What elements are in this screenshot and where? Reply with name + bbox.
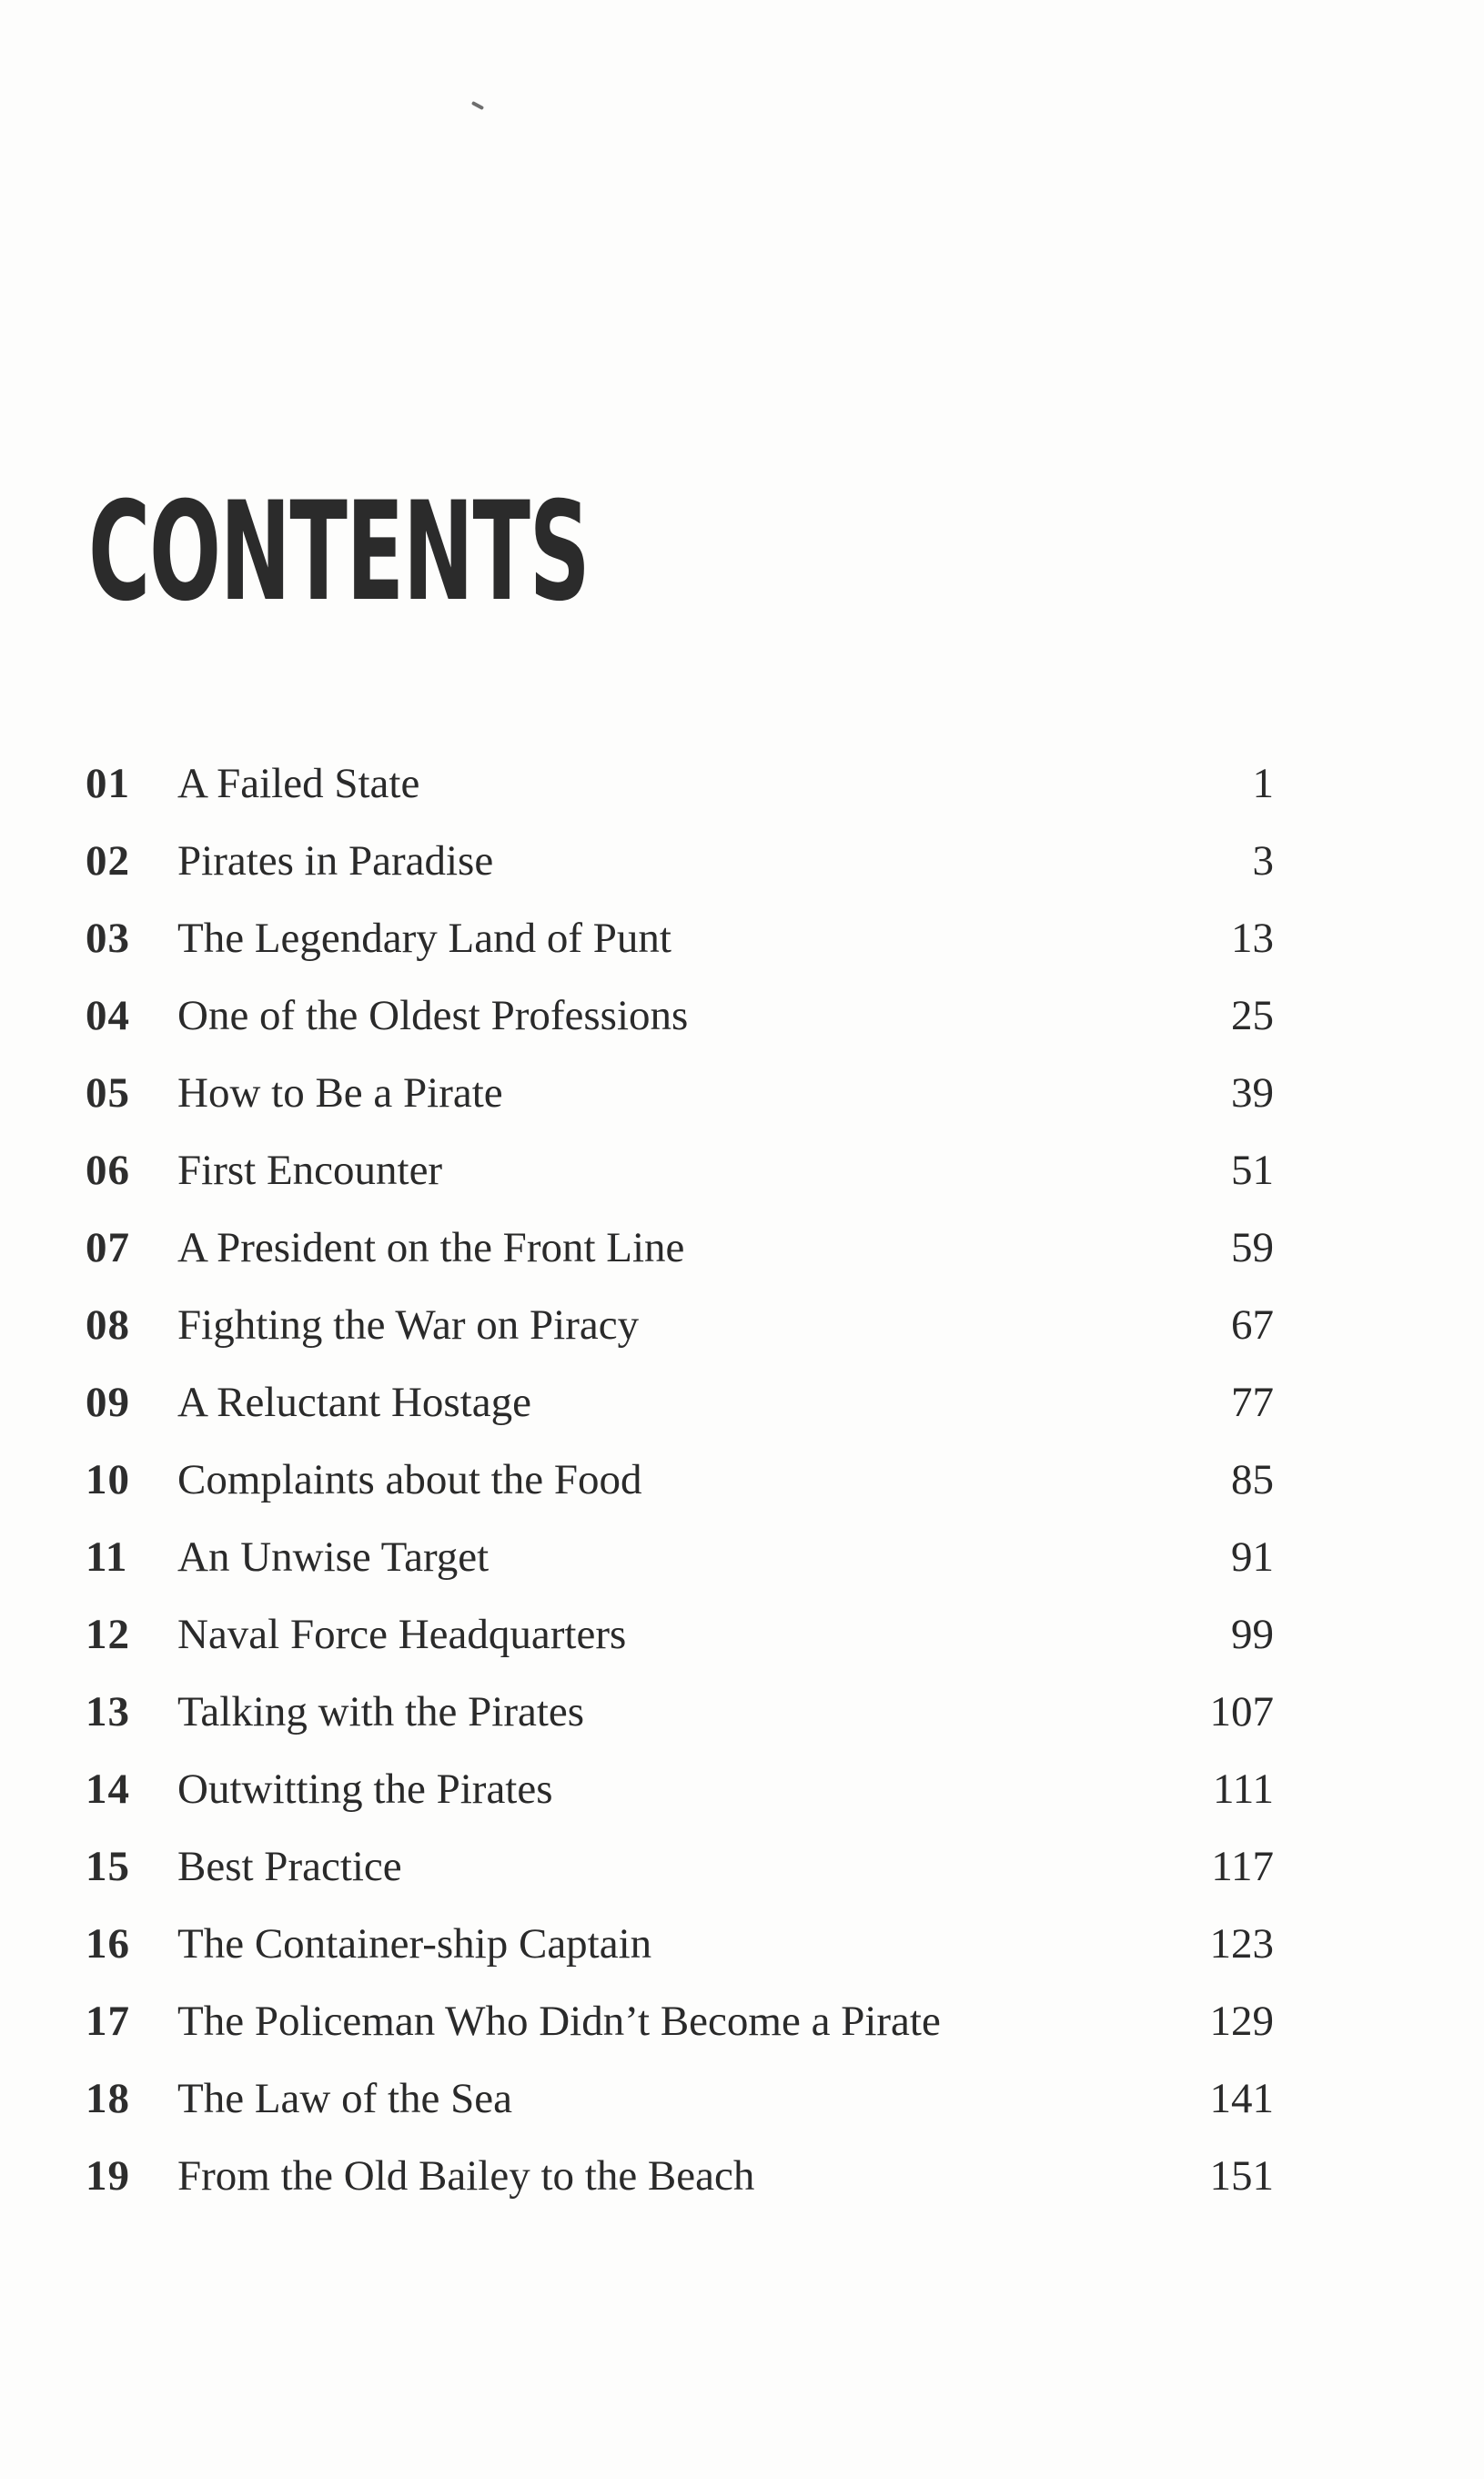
chapter-number: 08 <box>86 1301 130 1349</box>
chapter-title: Best Practice <box>177 1843 402 1890</box>
chapter-number: 06 <box>86 1147 130 1194</box>
chapter-title: The Law of the Sea <box>177 2075 513 2122</box>
toc-entry <box>0 1209 1484 1287</box>
toc-entry <box>0 1596 1484 1674</box>
chapter-title: The Legendary Land of Punt <box>177 915 671 962</box>
chapter-title: A Reluctant Hostage <box>177 1379 531 1426</box>
chapter-title: Complaints about the Food <box>177 1456 642 1503</box>
chapter-number: 17 <box>86 1998 130 2045</box>
chapter-number: 15 <box>86 1843 130 1890</box>
page-number: 77 <box>1231 1379 1274 1426</box>
chapter-number: 01 <box>86 760 130 807</box>
toc-entry <box>0 1055 1484 1132</box>
chapter-number: 10 <box>86 1456 130 1503</box>
toc-entry <box>0 1132 1484 1209</box>
page-number: 117 <box>1211 1843 1274 1890</box>
chapter-number: 14 <box>86 1766 130 1813</box>
page-number: 25 <box>1231 992 1274 1039</box>
chapter-title: How to Be a Pirate <box>177 1069 503 1117</box>
toc-entry <box>0 745 1484 823</box>
chapter-title: A Failed State <box>177 760 420 807</box>
page-number: 99 <box>1231 1611 1274 1658</box>
chapter-title: A President on the Front Line <box>177 1224 685 1271</box>
page-number: 151 <box>1209 2152 1274 2200</box>
chapter-title: Pirates in Paradise <box>177 837 494 885</box>
page-number: 85 <box>1231 1456 1274 1503</box>
page-number: 107 <box>1209 1688 1274 1735</box>
page-number: 91 <box>1231 1533 1274 1581</box>
chapter-number: 18 <box>86 2075 130 2122</box>
chapter-number: 09 <box>86 1379 130 1426</box>
page-number: 13 <box>1231 915 1274 962</box>
toc-entry <box>0 900 1484 977</box>
chapter-title: First Encounter <box>177 1147 443 1194</box>
toc-entry <box>0 1751 1484 1828</box>
chapter-title: Fighting the War on Piracy <box>177 1301 640 1349</box>
contents-heading: CONTENTS <box>88 473 590 632</box>
chapter-number: 02 <box>86 837 130 885</box>
toc-entry <box>0 1442 1484 1519</box>
page-number: 123 <box>1209 1920 1274 1968</box>
page-number: 39 <box>1231 1069 1274 1117</box>
chapter-number: 12 <box>86 1611 130 1658</box>
chapter-number: 07 <box>86 1224 130 1271</box>
toc-entry <box>0 823 1484 900</box>
page-number: 129 <box>1209 1998 1274 2045</box>
page-number: 51 <box>1231 1147 1274 1194</box>
chapter-number: 03 <box>86 915 130 962</box>
toc-entry <box>0 2060 1484 2138</box>
chapter-title: From the Old Bailey to the Beach <box>177 2152 755 2200</box>
page-number: 59 <box>1231 1224 1274 1271</box>
toc-entry <box>0 1364 1484 1442</box>
chapter-number: 05 <box>86 1069 130 1117</box>
toc-entry <box>0 977 1484 1055</box>
chapter-number: 13 <box>86 1688 130 1735</box>
chapter-title: Naval Force Headquarters <box>177 1611 627 1658</box>
chapter-title: An Unwise Target <box>177 1533 490 1581</box>
toc-entry <box>0 1828 1484 1906</box>
toc-entry <box>0 1906 1484 1983</box>
chapter-number: 19 <box>86 2152 130 2200</box>
chapter-number: 16 <box>86 1920 130 1968</box>
chapter-title: The Policeman Who Didn’t Become a Pirate <box>177 1998 941 2045</box>
toc-entry <box>0 1519 1484 1596</box>
chapter-title: One of the Oldest Professions <box>177 992 689 1039</box>
chapter-title: Outwitting the Pirates <box>177 1766 553 1813</box>
toc-entry <box>0 1674 1484 1751</box>
toc-entry <box>0 2138 1484 2215</box>
chapter-title: Talking with the Pirates <box>177 1688 585 1735</box>
toc-entry <box>0 1287 1484 1364</box>
page-number: 67 <box>1231 1301 1274 1349</box>
page-number: 3 <box>1252 837 1274 885</box>
table-of-contents <box>0 745 1484 2215</box>
chapter-number: 11 <box>86 1533 128 1581</box>
page-number: 1 <box>1252 760 1274 807</box>
chapter-title: The Container-ship Captain <box>177 1920 652 1968</box>
ink-speck <box>471 101 484 110</box>
toc-entry <box>0 1983 1484 2060</box>
chapter-number: 04 <box>86 992 130 1039</box>
page-number: 111 <box>1212 1766 1274 1813</box>
page-number: 141 <box>1209 2075 1274 2122</box>
